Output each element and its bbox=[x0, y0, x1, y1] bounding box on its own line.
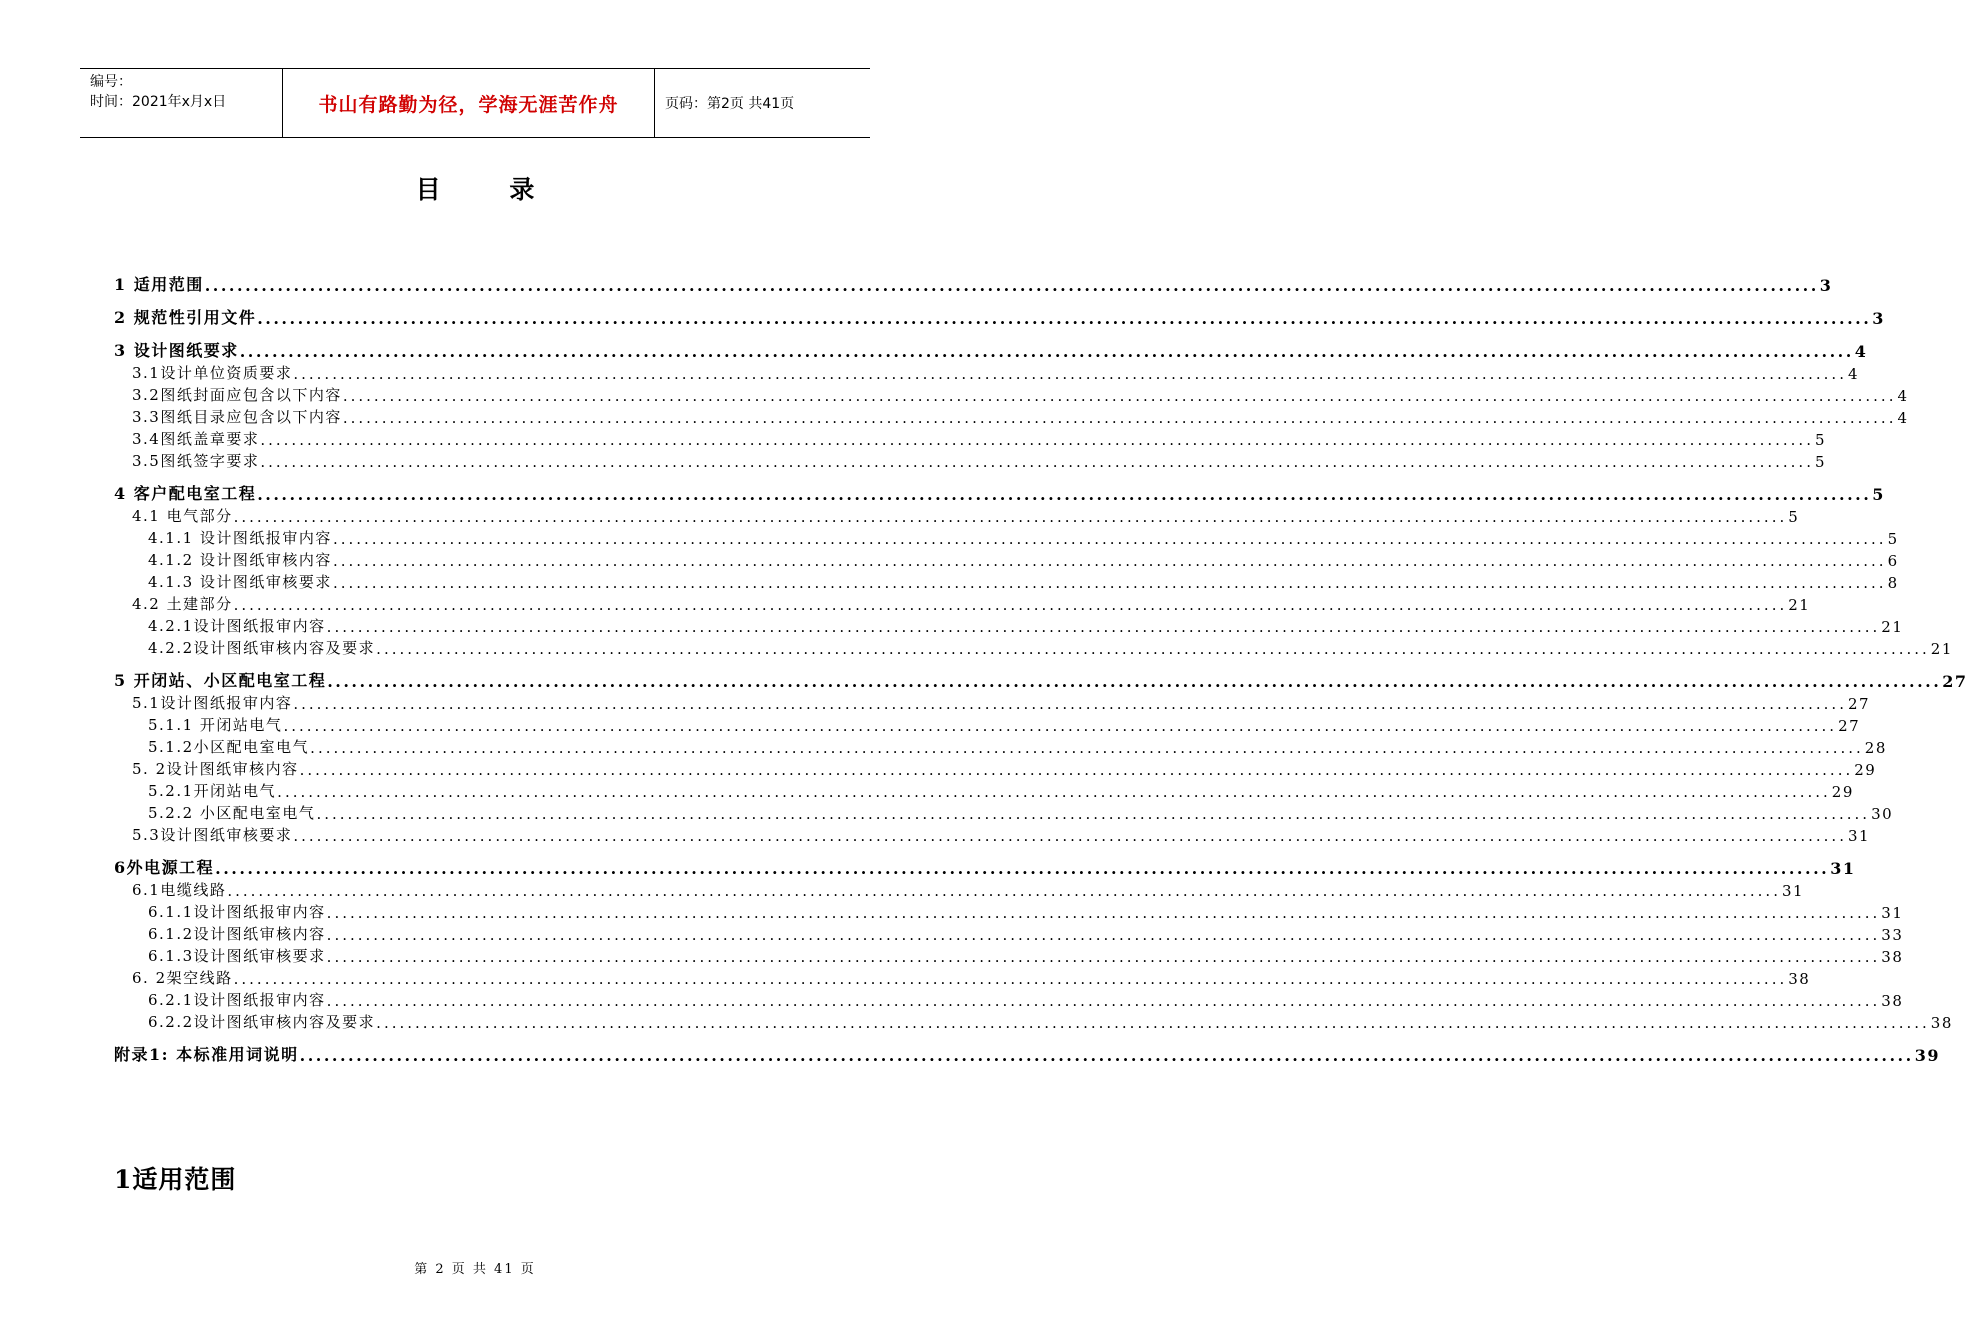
toc-entry-label: 5.1.1 开闭站电气 bbox=[148, 716, 283, 734]
toc-leader-dots: ........................................................................................................................................................................................................ bbox=[299, 1046, 1914, 1065]
toc-entry-label: 5.1设计图纸报审内容 bbox=[132, 694, 293, 712]
toc-entry-label: 4.1.2 设计图纸审核内容 bbox=[148, 551, 332, 569]
toc-leader-dots: ........................................................................................................................................................................................................ bbox=[257, 485, 1872, 504]
toc-entry[interactable] bbox=[114, 735, 1887, 757]
toc-leader-dots: ........................................................................................................................................................................................................ bbox=[257, 309, 1872, 328]
header-motto: 书山有路勤为径，学海无涯苦作舟 bbox=[283, 69, 655, 137]
toc-entry-page: 27 bbox=[1838, 717, 1861, 735]
toc-entry-label: 6.1电缆线路 bbox=[132, 881, 227, 899]
toc-entry-label: 附录1: 本标准用词说明 bbox=[114, 1045, 299, 1064]
toc-entry[interactable] bbox=[114, 660, 1968, 691]
toc-entry-page: 38 bbox=[1881, 992, 1904, 1010]
toc-entry[interactable] bbox=[114, 900, 1904, 922]
toc-entry[interactable] bbox=[114, 944, 1904, 966]
toc-leader-dots: ........................................................................................................................................................................................................ bbox=[215, 859, 1830, 878]
toc-entry-label: 6外电源工程 bbox=[114, 858, 215, 877]
toc-leader-dots: ........................................................................................................................................................................................................ bbox=[204, 276, 1819, 295]
page-footer: 第 2 页 共 41 页 bbox=[414, 1262, 536, 1277]
table-of-contents bbox=[114, 262, 1968, 1065]
toc-leader-dots: ........................................................................................................................................................................................................ bbox=[299, 761, 1854, 779]
toc-leader-dots: ........................................................................................................................................................................................................ bbox=[227, 882, 1781, 900]
toc-entry[interactable] bbox=[114, 405, 1909, 427]
toc-entry[interactable] bbox=[114, 473, 1885, 504]
toc-entry-label: 4.1 电气部分 bbox=[132, 507, 233, 525]
toc-entry[interactable] bbox=[114, 988, 1904, 1010]
toc-entry[interactable] bbox=[114, 847, 1856, 878]
toc-entry-page: 27 bbox=[1942, 672, 1968, 691]
toc-entry-label: 6.2.1设计图纸报审内容 bbox=[148, 991, 326, 1009]
toc-entry[interactable] bbox=[114, 614, 1904, 636]
toc-leader-dots: ........................................................................................................................................................................................................ bbox=[233, 970, 1788, 988]
toc-entry[interactable] bbox=[114, 966, 1811, 988]
toc-leader-dots: ........................................................................................................................................................................................................ bbox=[260, 453, 1814, 471]
document-number-label: 编号： bbox=[90, 74, 132, 90]
toc-entry-page: 5 bbox=[1872, 485, 1885, 504]
toc-entry-page: 29 bbox=[1854, 761, 1877, 779]
toc-leader-dots: ........................................................................................................................................................................................................ bbox=[239, 342, 1854, 361]
toc-entry-page: 39 bbox=[1914, 1046, 1940, 1065]
toc-entry-page: 29 bbox=[1831, 783, 1854, 801]
toc-entry-label: 4.2 土建部分 bbox=[132, 595, 233, 613]
toc-entry-page: 5 bbox=[1788, 508, 1800, 526]
toc-entry[interactable] bbox=[114, 779, 1854, 801]
toc-leader-dots: ........................................................................................................................................................................................................ bbox=[332, 574, 1887, 592]
toc-entry-page: 4 bbox=[1854, 342, 1868, 361]
toc-entry-page: 5 bbox=[1814, 453, 1827, 471]
toc-entry-page: 3 bbox=[1872, 309, 1885, 328]
toc-entry-page: 8 bbox=[1887, 574, 1899, 592]
toc-leader-dots: ........................................................................................................................................................................................................ bbox=[233, 596, 1788, 614]
toc-entry-page: 31 bbox=[1830, 859, 1856, 878]
toc-entry-label: 6.1.1设计图纸报审内容 bbox=[148, 903, 326, 921]
toc-entry[interactable] bbox=[114, 449, 1827, 471]
toc-entry-label: 6.2.2设计图纸审核内容及要求 bbox=[148, 1013, 376, 1031]
toc-entry-label: 3.5图纸签字要求 bbox=[132, 452, 260, 470]
toc-entry[interactable] bbox=[114, 878, 1805, 900]
toc-entry-page: 6 bbox=[1887, 552, 1899, 570]
toc-entry[interactable] bbox=[114, 801, 1894, 823]
toc-leader-dots: ........................................................................................................................................................................................................ bbox=[376, 640, 1930, 658]
header-meta bbox=[80, 69, 283, 137]
toc-entry-label: 2 规范性引用文件 bbox=[114, 308, 257, 327]
toc-entry-page: 21 bbox=[1788, 596, 1811, 614]
toc-entry-page: 38 bbox=[1930, 1014, 1953, 1032]
header-page-info: 页码：第2页 共41页 bbox=[665, 96, 795, 112]
toc-entry-label: 3.1设计单位资质要求 bbox=[132, 364, 293, 382]
toc-entry-label: 5.2.1开闭站电气 bbox=[148, 782, 277, 800]
toc-entry-label: 4.2.2设计图纸审核内容及要求 bbox=[148, 639, 376, 657]
toc-entry-page: 27 bbox=[1847, 695, 1871, 713]
toc-entry-label: 3 设计图纸要求 bbox=[114, 341, 239, 360]
toc-leader-dots: ........................................................................................................................................................................................................ bbox=[260, 431, 1814, 449]
toc-leader-dots: ........................................................................................................................................................................................................ bbox=[326, 618, 1881, 636]
toc-leader-dots: ........................................................................................................................................................................................................ bbox=[332, 530, 1887, 548]
toc-entry[interactable] bbox=[114, 1010, 1953, 1032]
toc-entry-page: 21 bbox=[1930, 640, 1953, 658]
toc-entry[interactable] bbox=[114, 691, 1871, 713]
toc-entry-label: 4.2.1设计图纸报审内容 bbox=[148, 617, 326, 635]
toc-entry-page: 5 bbox=[1814, 431, 1827, 449]
toc-entry-label: 1 适用范围 bbox=[114, 275, 204, 294]
toc-entry[interactable] bbox=[114, 713, 1861, 735]
toc-leader-dots: ........................................................................................................................................................................................................ bbox=[332, 552, 1887, 570]
toc-entry-page: 30 bbox=[1871, 805, 1894, 823]
toc-entry[interactable] bbox=[114, 297, 1885, 328]
toc-leader-dots: ........................................................................................................................................................................................................ bbox=[326, 992, 1881, 1010]
toc-title: 目 录 bbox=[415, 175, 565, 204]
toc-entry-label: 3.2图纸封面应包含以下内容 bbox=[132, 386, 342, 404]
toc-entry[interactable] bbox=[114, 427, 1827, 449]
toc-entry-label: 6.1.3设计图纸审核要求 bbox=[148, 947, 326, 965]
toc-leader-dots: ........................................................................................................................................................................................................ bbox=[293, 695, 1847, 713]
toc-entry-page: 4 bbox=[1897, 409, 1909, 427]
toc-entry-label: 5.3设计图纸审核要求 bbox=[132, 826, 293, 844]
toc-entry-page: 5 bbox=[1887, 530, 1899, 548]
toc-entry[interactable] bbox=[114, 504, 1800, 526]
toc-entry[interactable] bbox=[114, 1034, 1940, 1065]
toc-entry-label: 5 开闭站、小区配电室工程 bbox=[114, 671, 327, 690]
toc-entry[interactable] bbox=[114, 922, 1904, 944]
toc-entry-page: 28 bbox=[1864, 739, 1887, 757]
toc-leader-dots: ........................................................................................................................................................................................................ bbox=[326, 904, 1881, 922]
toc-entry[interactable] bbox=[114, 264, 1833, 295]
toc-entry-label: 5. 2设计图纸审核内容 bbox=[132, 760, 299, 778]
toc-entry-page: 31 bbox=[1847, 827, 1871, 845]
toc-leader-dots: ........................................................................................................................................................................................................ bbox=[376, 1014, 1930, 1032]
toc-entry-label: 5.1.2小区配电室电气 bbox=[148, 738, 310, 756]
toc-entry-page: 33 bbox=[1881, 926, 1904, 944]
toc-entry-label: 4 客户配电室工程 bbox=[114, 484, 257, 503]
toc-leader-dots: ........................................................................................................................................................................................................ bbox=[277, 783, 1831, 801]
toc-entry[interactable] bbox=[114, 636, 1953, 658]
toc-entry[interactable] bbox=[114, 361, 1860, 383]
toc-leader-dots: ........................................................................................................................................................................................................ bbox=[310, 739, 1864, 757]
toc-entry[interactable] bbox=[114, 526, 1899, 548]
document-time-label: 时间：2021年x月x日 bbox=[90, 94, 227, 110]
toc-leader-dots: ........................................................................................................................................................................................................ bbox=[233, 508, 1788, 526]
toc-entry-page: 21 bbox=[1881, 618, 1904, 636]
toc-entry-page: 38 bbox=[1881, 948, 1904, 966]
toc-leader-dots: ........................................................................................................................................................................................................ bbox=[326, 948, 1881, 966]
toc-entry[interactable] bbox=[114, 548, 1899, 570]
toc-entry-page: 4 bbox=[1847, 365, 1860, 383]
toc-entry[interactable] bbox=[114, 592, 1811, 614]
toc-leader-dots: ........................................................................................................................................................................................................ bbox=[283, 717, 1838, 735]
toc-entry-page: 3 bbox=[1819, 276, 1833, 295]
toc-entry[interactable] bbox=[114, 330, 1868, 361]
toc-entry-label: 3.3图纸目录应包含以下内容 bbox=[132, 408, 342, 426]
toc-leader-dots: ........................................................................................................................................................................................................ bbox=[293, 827, 1847, 845]
toc-leader-dots: ........................................................................................................................................................................................................ bbox=[327, 672, 1942, 691]
toc-entry-label: 5.2.2 小区配电室电气 bbox=[148, 804, 316, 822]
toc-entry-label: 4.1.1 设计图纸报审内容 bbox=[148, 529, 332, 547]
toc-leader-dots: ........................................................................................................................................................................................................ bbox=[293, 365, 1847, 383]
toc-leader-dots: ........................................................................................................................................................................................................ bbox=[326, 926, 1881, 944]
page-header bbox=[80, 68, 870, 138]
toc-entry-page: 31 bbox=[1881, 904, 1904, 922]
toc-entry-page: 4 bbox=[1897, 387, 1909, 405]
toc-entry-label: 6. 2架空线路 bbox=[132, 969, 233, 987]
toc-leader-dots: ........................................................................................................................................................................................................ bbox=[316, 805, 1871, 823]
toc-entry[interactable] bbox=[114, 757, 1877, 779]
toc-entry-label: 6.1.2设计图纸审核内容 bbox=[148, 925, 326, 943]
toc-leader-dots: ........................................................................................................................................................................................................ bbox=[342, 387, 1897, 405]
toc-leader-dots: ........................................................................................................................................................................................................ bbox=[342, 409, 1897, 427]
toc-entry-page: 31 bbox=[1781, 882, 1805, 900]
section-heading: 1适用范围 bbox=[114, 1165, 237, 1194]
toc-entry[interactable] bbox=[114, 383, 1909, 405]
toc-entry[interactable] bbox=[114, 823, 1871, 845]
toc-entry-page: 38 bbox=[1788, 970, 1811, 988]
toc-entry-label: 4.1.3 设计图纸审核要求 bbox=[148, 573, 332, 591]
toc-entry[interactable] bbox=[114, 570, 1899, 592]
toc-entry-label: 3.4图纸盖章要求 bbox=[132, 430, 260, 448]
